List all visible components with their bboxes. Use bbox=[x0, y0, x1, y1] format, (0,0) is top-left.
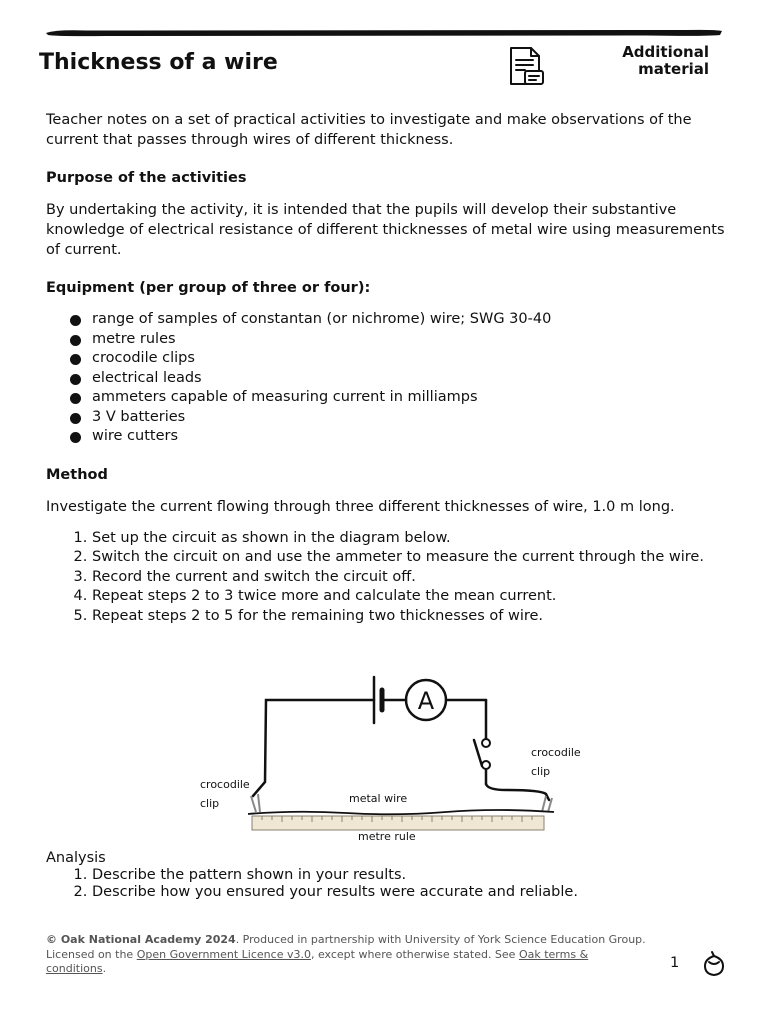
ammeter-label: A bbox=[417, 687, 435, 715]
footer-line-1 bbox=[46, 933, 646, 948]
method-intro: Investigate the current flowing through three different thicknesses of wire, 1.0 m long. bbox=[46, 498, 675, 515]
list-item: electrical leads bbox=[70, 369, 726, 389]
list-item: range of samples of constantan (or nichrome) wire; SWG 30-40 bbox=[70, 310, 726, 330]
list-item: wire cutters bbox=[70, 427, 726, 447]
additional-label-line1: Additional bbox=[622, 43, 709, 61]
clip-right-label-1: crocodile bbox=[531, 746, 581, 759]
list-item: 1. Set up the circuit as shown in the diagram below. bbox=[92, 529, 726, 549]
clip-left-label-1: crocodile bbox=[200, 778, 250, 791]
terms-link[interactable]: Oak terms & conditions bbox=[46, 947, 589, 975]
additional-label-line2: material bbox=[638, 60, 709, 78]
circuit-diagram bbox=[196, 672, 581, 850]
equipment-heading: Equipment (per group of three or four): bbox=[46, 280, 371, 296]
list-item: crocodile clips bbox=[70, 349, 726, 369]
additional-material-label bbox=[622, 44, 709, 78]
list-item: 1. Describe the pattern shown in your results. bbox=[92, 867, 726, 884]
list-item: 3. Record the current and switch the circuit off. bbox=[92, 568, 726, 588]
list-item: metre rules bbox=[70, 330, 726, 350]
list-item: 2. Describe how you ensured your results were accurate and reliable. bbox=[92, 884, 726, 901]
document-icon bbox=[503, 44, 547, 88]
analysis-heading: Analysis bbox=[46, 850, 106, 866]
list-item: 5. Repeat steps 2 to 5 for the remaining two thicknesses of wire. bbox=[92, 607, 726, 627]
page-title: Thickness of a wire bbox=[39, 50, 278, 75]
list-item: 2. Switch the circuit on and use the ammeter to measure the current through the wire. bbox=[92, 548, 726, 568]
wire-label: metal wire bbox=[349, 792, 408, 805]
page-number: 1 bbox=[670, 955, 680, 971]
rule-label: metre rule bbox=[358, 830, 416, 843]
clip-right-label-2: clip bbox=[531, 765, 551, 778]
main-content bbox=[46, 110, 726, 626]
analysis-list bbox=[46, 867, 726, 901]
partnership-text: . Produced in partnership with University of York Science Education Group. bbox=[235, 933, 646, 946]
header-brush-line bbox=[46, 29, 722, 37]
analysis-section bbox=[46, 850, 726, 901]
copyright-text: © Oak National Academy 2024 bbox=[46, 933, 236, 946]
list-item: ammeters capable of measuring current in milliamps bbox=[70, 388, 726, 408]
list-item: 3 V batteries bbox=[70, 408, 726, 428]
licensed-middle: , except where otherwise stated. See bbox=[310, 947, 519, 961]
equipment-list bbox=[46, 310, 726, 447]
intro-paragraph: Teacher notes on a set of practical activities to investigate and make observations of the current that passes through wires of different thickness. bbox=[46, 112, 692, 148]
licensed-prefix: Licensed on the bbox=[46, 947, 137, 961]
method-steps bbox=[46, 529, 726, 627]
purpose-paragraph: By undertaking the activity, it is intended that the pupils will develop their substantive knowledge of electrical resistance of different thicknesses of metal wire using measurements of current. bbox=[46, 202, 725, 258]
list-item: 4. Repeat steps 2 to 3 twice more and calculate the mean current. bbox=[92, 587, 726, 607]
footer bbox=[46, 933, 646, 977]
licence-link[interactable]: Open Government Licence v3.0 bbox=[136, 947, 311, 961]
footer-line-2 bbox=[46, 948, 646, 977]
licensed-end: . bbox=[102, 962, 107, 975]
clip-left-label-2: clip bbox=[200, 797, 220, 810]
method-heading: Method bbox=[46, 466, 108, 483]
acorn-icon bbox=[700, 950, 728, 978]
purpose-heading: Purpose of the activities bbox=[46, 170, 247, 186]
